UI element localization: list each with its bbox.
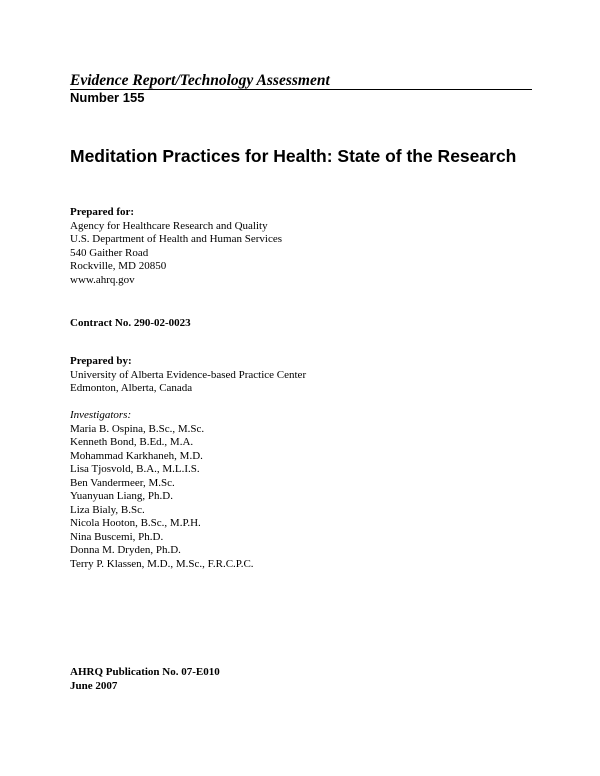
investigator-name: Lisa Tjosvold, B.A., M.L.I.S. (70, 463, 200, 475)
investigator-name: Yuanyuan Liang, Ph.D. (70, 490, 173, 502)
publication-date: June 2007 (70, 679, 118, 692)
prepared-by-heading: Prepared by: (70, 355, 132, 367)
investigator-name: Donna M. Dryden, Ph.D. (70, 544, 181, 556)
investigator-name: Nicola Hooton, B.Sc., M.P.H. (70, 517, 201, 529)
prepared-by-line: University of Alberta Evidence-based Practice Center (70, 368, 307, 381)
prepared-for-line: Agency for Healthcare Research and Quality (70, 219, 268, 232)
investigators-section (70, 409, 254, 571)
prepared-for-line: Rockville, MD 20850 (70, 260, 167, 272)
prepared-for-website: www.ahrq.gov (70, 273, 135, 286)
contract-number: Contract No. 290-02-0023 (70, 317, 191, 329)
investigator-name: Kenneth Bond, B.Ed., M.A. (70, 436, 194, 448)
investigator-name: Mohammad Karkhaneh, M.D. (70, 449, 203, 462)
prepared-for-section (70, 206, 282, 287)
investigator-name: Ben Vandermeer, M.Sc. (70, 476, 175, 489)
publication-number: AHRQ Publication No. 07-E010 (70, 666, 220, 678)
investigator-name: Terry P. Klassen, M.D., M.Sc., F.R.C.P.C. (70, 557, 254, 570)
investigator-name: Nina Buscemi, Ph.D. (70, 530, 164, 543)
investigators-heading: Investigators: (70, 409, 132, 421)
prepared-for-heading: Prepared for: (70, 206, 135, 218)
prepared-by-line: Edmonton, Alberta, Canada (70, 382, 193, 394)
prepared-for-line: 540 Gaither Road (70, 246, 149, 259)
page-title: Meditation Practices for Health: State of the Research (70, 146, 517, 166)
prepared-by-section (70, 355, 306, 396)
investigator-name: Maria B. Ospina, B.Sc., M.Sc. (70, 422, 205, 435)
report-number: Number 155 (70, 90, 145, 105)
publication-section (70, 666, 220, 693)
investigator-name: Liza Bialy, B.Sc. (70, 503, 145, 516)
prepared-for-line: U.S. Department of Health and Human Services (70, 233, 282, 245)
report-series-title: Evidence Report/Technology Assessment (70, 72, 330, 89)
